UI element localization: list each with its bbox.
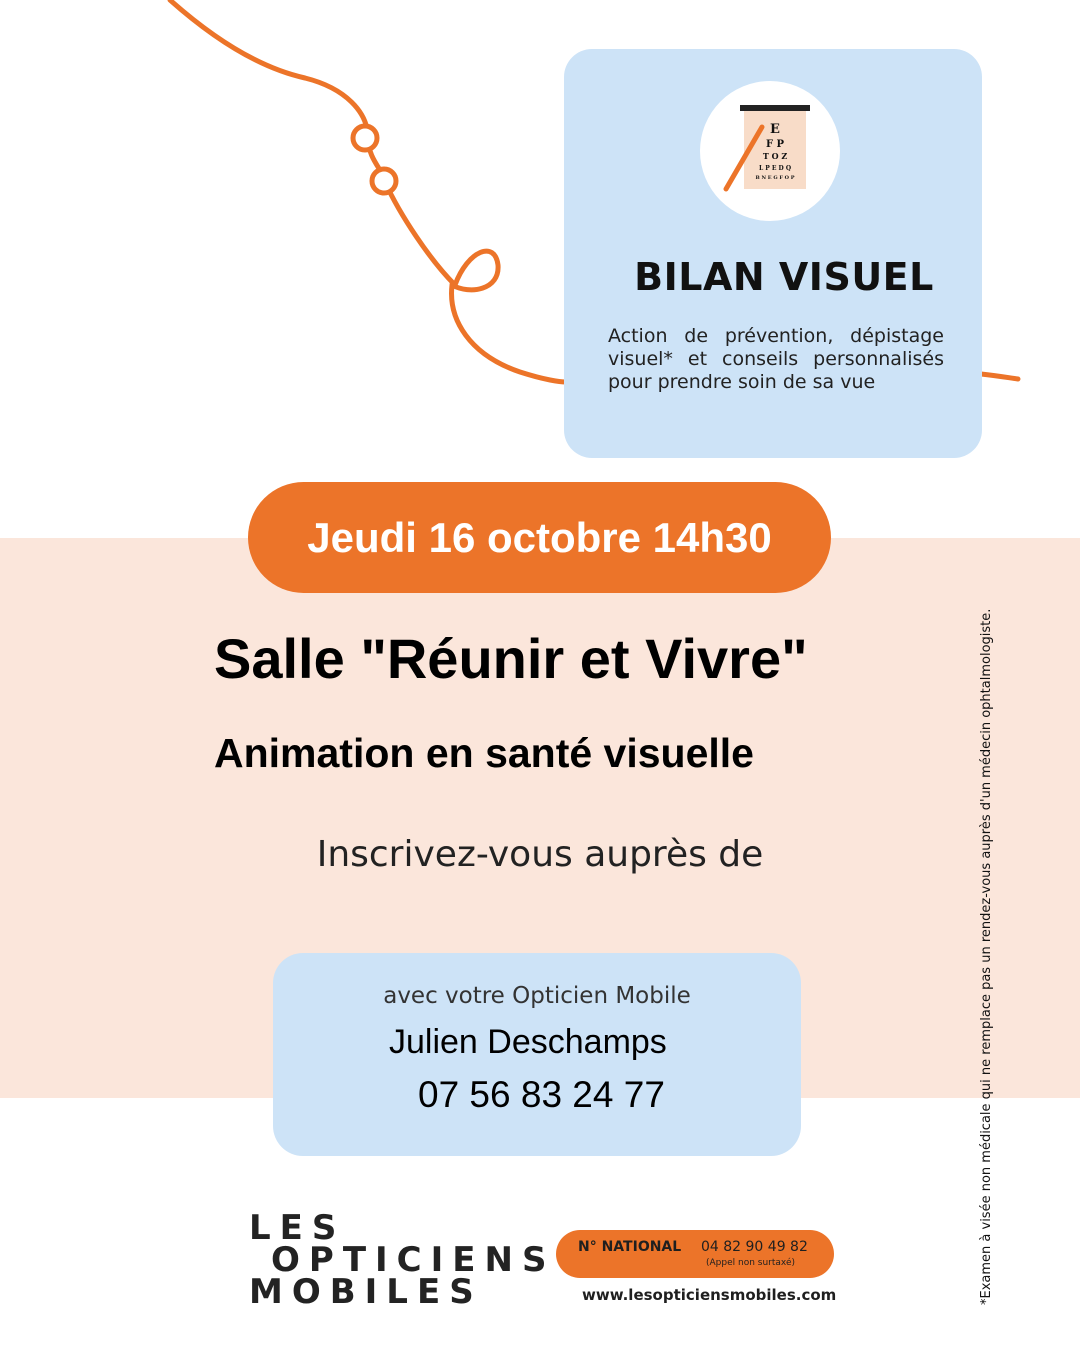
chart-line-1: E (770, 122, 780, 137)
national-number[interactable]: 04 82 90 49 82 (701, 1239, 808, 1255)
event-date: Jeudi 16 octobre 14h30 (307, 513, 772, 561)
logo-line-3: MOBILES (249, 1272, 483, 1312)
card-description: Action de prévention, dépistage visuel* et conseils personnalisés pour prendre soin de sa vue (608, 325, 944, 393)
national-note: (Appel non surtaxé) (706, 1258, 796, 1268)
card-title: BILAN VISUEL (634, 255, 934, 299)
disclaimer-text: *Examen à visée non médicale qui ne remplace pas un rendez-vous auprès d'un médecin ophtalmologiste. (979, 608, 994, 1305)
chart-line-5: B N E G F O P (755, 175, 795, 181)
website-link[interactable]: www.lesopticiensmobiles.com (582, 1286, 837, 1304)
chart-line-4: L P E D Q (758, 165, 792, 172)
national-label: N° NATIONAL (578, 1239, 682, 1255)
chart-line-3: T O Z (762, 151, 788, 161)
national-number-badge (556, 1230, 834, 1278)
les-opticiens-mobiles-logo (249, 1208, 556, 1318)
contact-phone[interactable]: 07 56 83 24 77 (418, 1074, 665, 1115)
contact-card (273, 953, 801, 1156)
contact-intro: avec votre Opticien Mobile (383, 983, 691, 1009)
event-date-banner (248, 482, 831, 593)
event-subtitle: Animation en santé visuelle (214, 730, 754, 776)
contact-name: Julien Deschamps (389, 1023, 667, 1061)
register-prompt: Inscrivez-vous auprès de (316, 834, 764, 875)
logo-line-2: OPTICIENS (271, 1240, 556, 1280)
eye-chart-icon (700, 81, 840, 221)
event-venue: Salle "Réunir et Vivre" (214, 627, 808, 690)
bilan-visuel-card (564, 49, 982, 458)
chart-line-2: F P (765, 139, 785, 150)
logo-line-1: LES (249, 1208, 346, 1248)
